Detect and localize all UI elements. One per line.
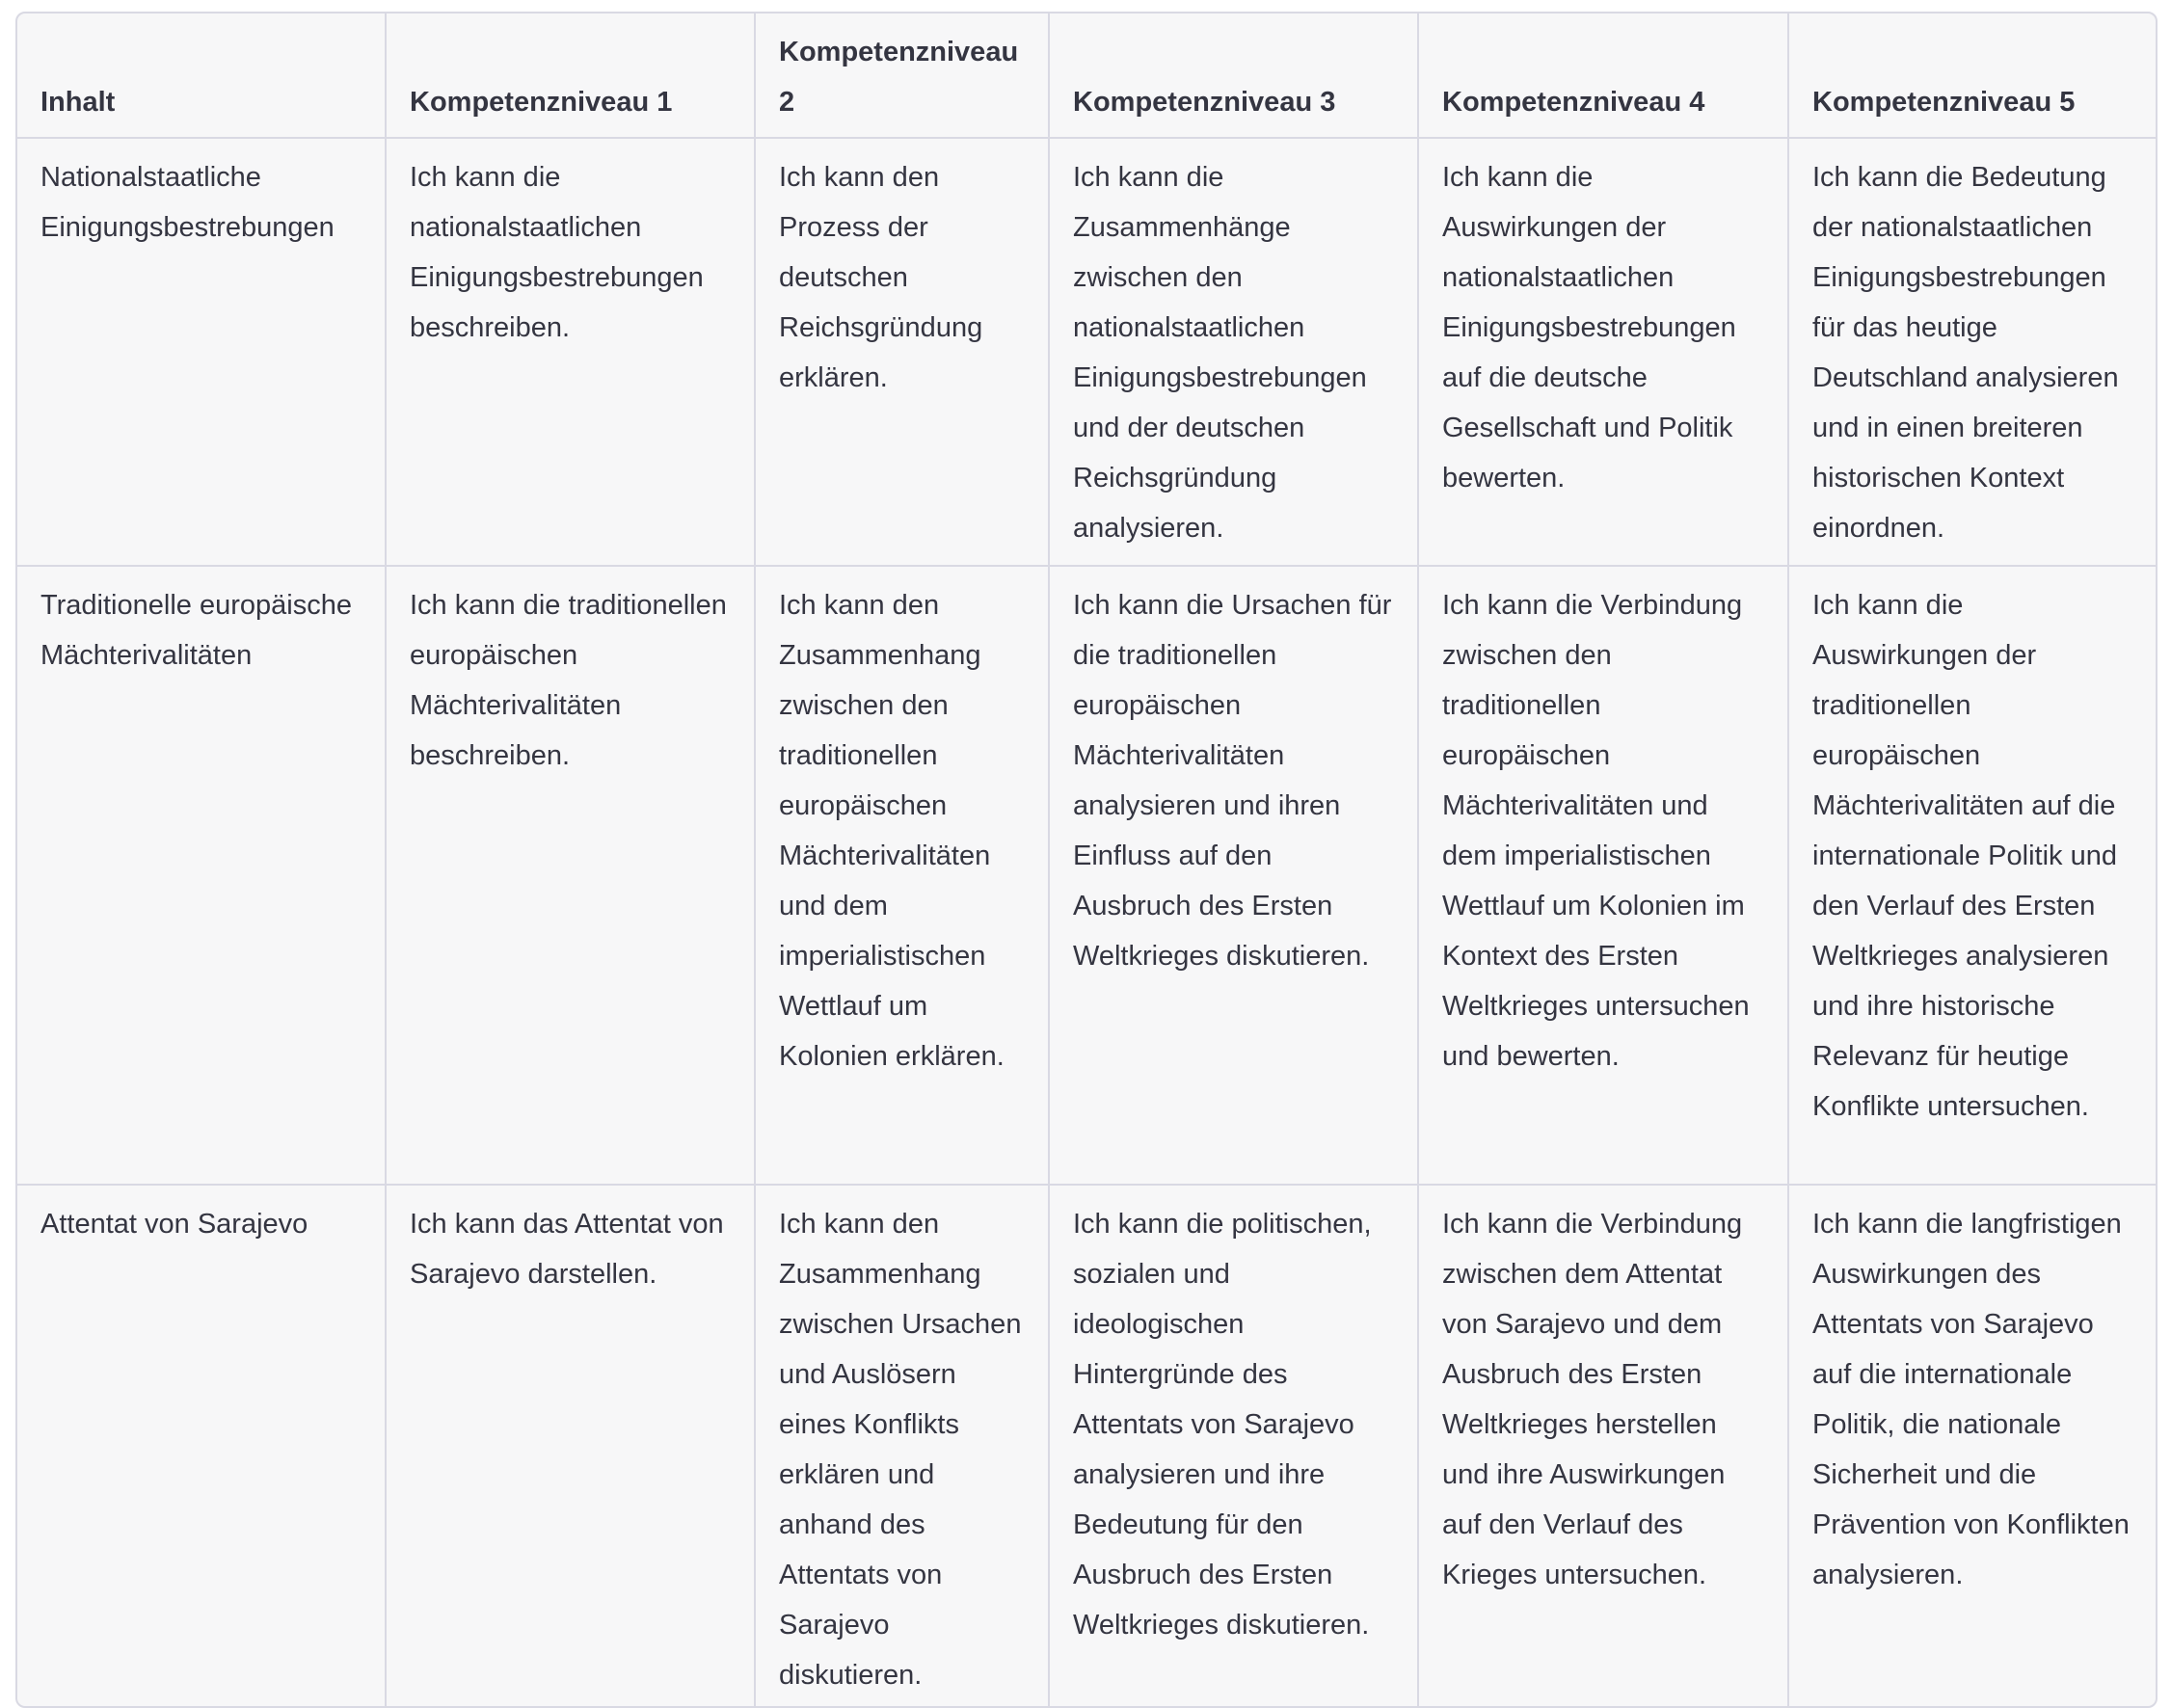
cell-niveau-3: Ich kann die politischen, sozialen und ideologischen Hintergründe des Attentats von Sarajevo analysieren und ihre Bedeutung für den Ausbruch des Ersten Weltkrieges diskutieren.	[1049, 1185, 1418, 1708]
cell-niveau-1: Ich kann die nationalstaatlichen Einigungsbestrebungen beschreiben.	[386, 138, 755, 566]
competency-table-container	[15, 12, 2158, 1708]
cell-niveau-5: Ich kann die Auswirkungen der traditionellen europäischen Mächterivalitäten auf die internationale Politik und den Verlauf des Ersten Weltkrieges analysieren und ihre historische Relevanz für heutige Konflikte untersuchen.	[1788, 566, 2158, 1185]
header-inhalt: Inhalt	[17, 13, 386, 138]
header-row	[17, 13, 2158, 138]
cell-inhalt: Nationalstaatliche Einigungsbestrebungen	[17, 138, 386, 566]
cell-niveau-1: Ich kann die traditionellen europäischen Mächterivalitäten beschreiben.	[386, 566, 755, 1185]
header-kompetenzniveau-2: Kompetenzniveau 2	[755, 13, 1049, 138]
cell-niveau-2: Ich kann den Prozess der deutschen Reichsgründung erklären.	[755, 138, 1049, 566]
cell-niveau-5: Ich kann die langfristigen Auswirkungen des Attentats von Sarajevo auf die internationale Politik, die nationale Sicherheit und die Prävention von Konflikten analysieren.	[1788, 1185, 2158, 1708]
cell-inhalt: Attentat von Sarajevo	[17, 1185, 386, 1708]
cell-niveau-5: Ich kann die Bedeutung der nationalstaatlichen Einigungsbestrebungen für das heutige Deutschland analysieren und in einen breiteren historischen Kontext einordnen.	[1788, 138, 2158, 566]
cell-niveau-2: Ich kann den Zusammenhang zwischen Ursachen und Auslösern eines Konflikts erklären und anhand des Attentats von Sarajevo diskutieren.	[755, 1185, 1049, 1708]
cell-niveau-1: Ich kann das Attentat von Sarajevo darstellen.	[386, 1185, 755, 1708]
header-kompetenzniveau-1: Kompetenzniveau 1	[386, 13, 755, 138]
cell-niveau-4: Ich kann die Verbindung zwischen dem Attentat von Sarajevo und dem Ausbruch des Ersten Weltkrieges herstellen und ihre Auswirkungen auf den Verlauf des Krieges untersuchen.	[1418, 1185, 1788, 1708]
table-body	[17, 138, 2158, 1708]
cell-niveau-2: Ich kann den Zusammenhang zwischen den traditionellen europäischen Mächterivalitäten und dem imperialistischen Wettlauf um Kolonien erklären.	[755, 566, 1049, 1185]
cell-niveau-3: Ich kann die Ursachen für die traditionellen europäischen Mächterivalitäten analysieren und ihren Einfluss auf den Ausbruch des Ersten Weltkrieges diskutieren.	[1049, 566, 1418, 1185]
table-header	[17, 13, 2158, 138]
table-row	[17, 138, 2158, 566]
cell-niveau-3: Ich kann die Zusammenhänge zwischen den nationalstaatlichen Einigungsbestrebungen und der deutschen Reichsgründung analysieren.	[1049, 138, 1418, 566]
cell-niveau-4: Ich kann die Verbindung zwischen den traditionellen europäischen Mächterivalitäten und dem imperialistischen Wettlauf um Kolonien im Kontext des Ersten Weltkrieges untersuchen und bewerten.	[1418, 566, 1788, 1185]
header-kompetenzniveau-3: Kompetenzniveau 3	[1049, 13, 1418, 138]
table-row	[17, 1185, 2158, 1708]
header-kompetenzniveau-5: Kompetenzniveau 5	[1788, 13, 2158, 138]
cell-niveau-4: Ich kann die Auswirkungen der nationalstaatlichen Einigungsbestrebungen auf die deutsche Gesellschaft und Politik bewerten.	[1418, 138, 1788, 566]
header-kompetenzniveau-4: Kompetenzniveau 4	[1418, 13, 1788, 138]
table-row	[17, 566, 2158, 1185]
cell-inhalt: Traditionelle europäische Mächterivalitäten	[17, 566, 386, 1185]
competency-table	[17, 13, 2158, 1708]
